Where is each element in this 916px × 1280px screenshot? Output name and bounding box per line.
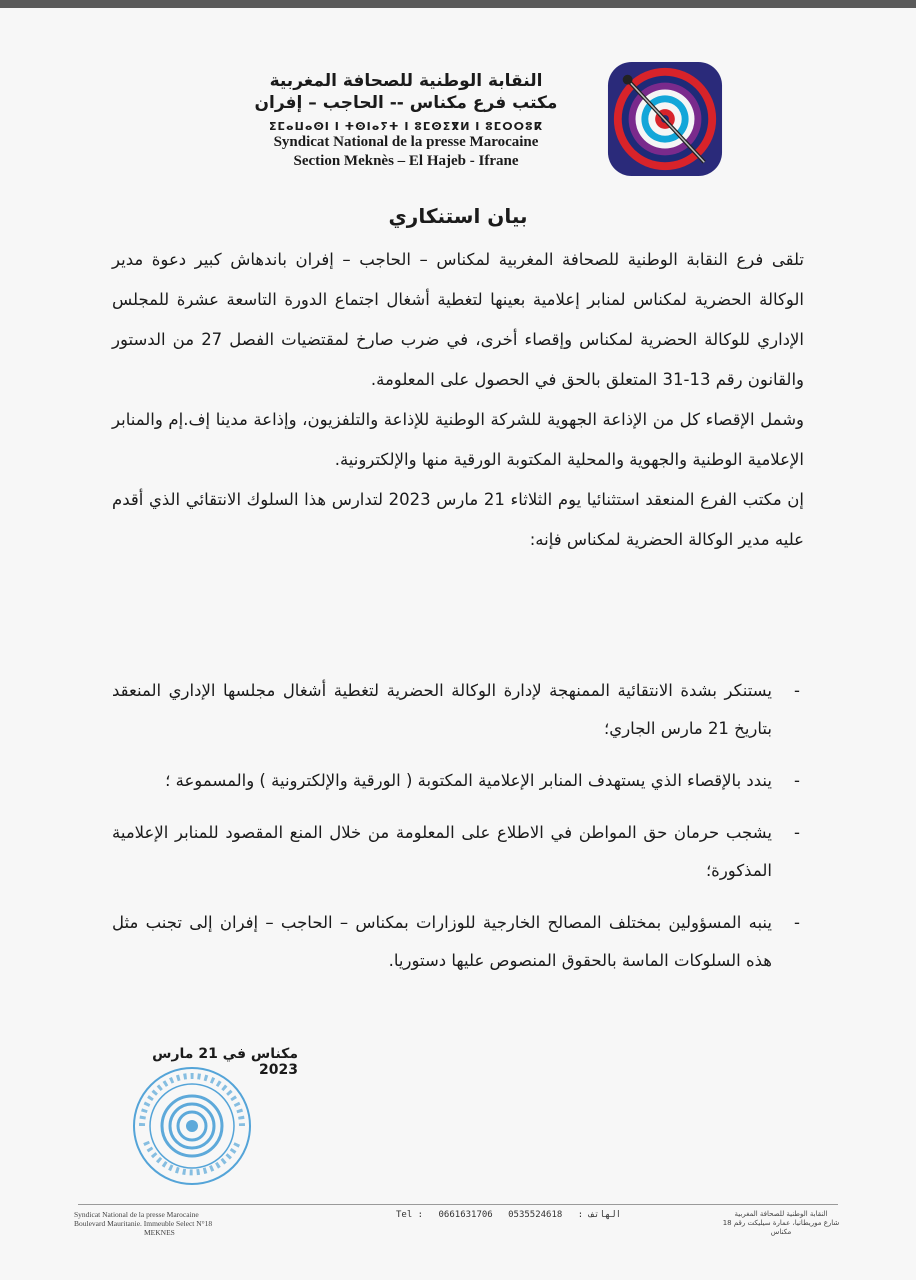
list-item <box>112 904 800 980</box>
paragraph: تلقى فرع النقابة الوطنية للصحافة المغربية لمكناس – الحاجب – إفران باندهاش كبير دعوة مدير الوكالة الحضرية لمكناس لمنابر إعلامية بعينها لتغطية أشغال اجتماع الدورة التاسعة عشرة للمجلس الإداري للوكالة الحضرية لمكناس وإقصاء أخرى، في ضرب صارخ لمقتضيات الفصل 27 من الدستور والقانون رقم 13-31 المتعلق بالحق في الحصول على المعلومة. <box>112 250 804 389</box>
paragraph: إن مكتب الفرع المنعقد استثنائيا يوم الثلاثاء 21 مارس 2023 لتدارس هذا السلوك الانتقائي الذي أقدم عليه مدير الوكالة الحضرية لمكناس فإنه: <box>112 490 805 549</box>
footer-phones <box>396 1210 656 1220</box>
footer-line: مكناس <box>770 1228 792 1236</box>
list-item <box>112 762 800 800</box>
resolution-list <box>112 672 800 994</box>
list-item-text: يستنكر بشدة الانتقائية الممنهجة لإدارة الوكالة الحضرية لتغطية أشغال مجلسها الإداري المنعقد بتاريخ 21 مارس الجاري؛ <box>112 681 772 738</box>
list-item-text: ينبه المسؤولين بمختلف المصالح الخارجية للوزارات بمكناس – الحاجب – إفران إلى تجنب مثل هذه السلوكات الماسة بالحقوق المنصوص عليها دستوريا. <box>112 913 772 970</box>
footer-line: MEKNES <box>144 1228 175 1237</box>
letterhead <box>220 70 592 171</box>
header-french-section: Section Meknès – El Hajeb - Ifrane <box>293 153 519 169</box>
official-stamp <box>130 1064 254 1188</box>
footer-line: شارع موريطانيا، عمارة سيليكت رقم 18 <box>722 1219 840 1227</box>
top-border <box>0 0 916 8</box>
tel-label: Tel : <box>396 1210 424 1220</box>
footer-line: النقابة الوطنية للصحافة المغربية <box>734 1210 828 1218</box>
list-item <box>112 672 800 748</box>
statement-body <box>112 240 804 560</box>
place-and-date: مكناس في 21 مارس 2023 <box>152 1046 298 1078</box>
header-french-name: Syndicat National de la presse Marocaine <box>273 134 539 150</box>
phone-label-arabic: : الهاتف <box>577 1210 622 1220</box>
union-logo <box>606 60 724 178</box>
phone-number: 0661631706 <box>438 1210 493 1220</box>
bullet-marker: - <box>794 823 800 842</box>
phone-number: 0535524618 <box>508 1210 563 1220</box>
list-item-text: يندد بالإقصاء الذي يستهدف المنابر الإعلامية المكتوبة ( الورقية والإلكترونية ) والمسموعة ؛ <box>165 771 772 790</box>
footer-line: Boulevard Mauritanie. Immeuble Select N°18 <box>74 1219 213 1228</box>
footer-divider <box>78 1204 838 1205</box>
paragraph: وشمل الإقصاء كل من الإذاعة الجهوية للشركة الوطنية للإذاعة والتلفزيون، وإذاعة مدينا إف.إم والمنابر الإعلامية الوطنية والجهوية والمحلية المكتوبة الورقية منها والإلكترونية. <box>112 410 804 469</box>
footer-address-ar <box>716 1210 846 1237</box>
footer-address-fr <box>74 1210 294 1237</box>
footer-line: Syndicat National de la presse Marocaine <box>74 1210 199 1219</box>
bullet-marker: - <box>794 681 800 700</box>
header-arabic-name: النقابة الوطنية للصحافة المغربية <box>269 71 543 91</box>
header-tifinagh-name: ⵉⵎⴰⵡⴰⵙⵏ ⵏ ⵜⵙⵏⴰⵢⵜ ⵏ ⵓⵎⵙⵉⴳⵍ ⵏ ⵓⵎⵔⵔⵓⴽ <box>269 120 543 133</box>
bullet-marker: - <box>794 913 800 932</box>
document-title: بيان استنكاري <box>388 204 528 228</box>
list-item-text: يشجب حرمان حق المواطن في الاطلاع على المعلومة من خلال المنع المقصود للمنابر الإعلامية المذكورة؛ <box>112 823 772 880</box>
bullet-marker: - <box>794 771 800 790</box>
list-item <box>112 814 800 890</box>
header-arabic-section: مكتب فرع مكناس -- الحاجب – إفران <box>254 93 558 113</box>
